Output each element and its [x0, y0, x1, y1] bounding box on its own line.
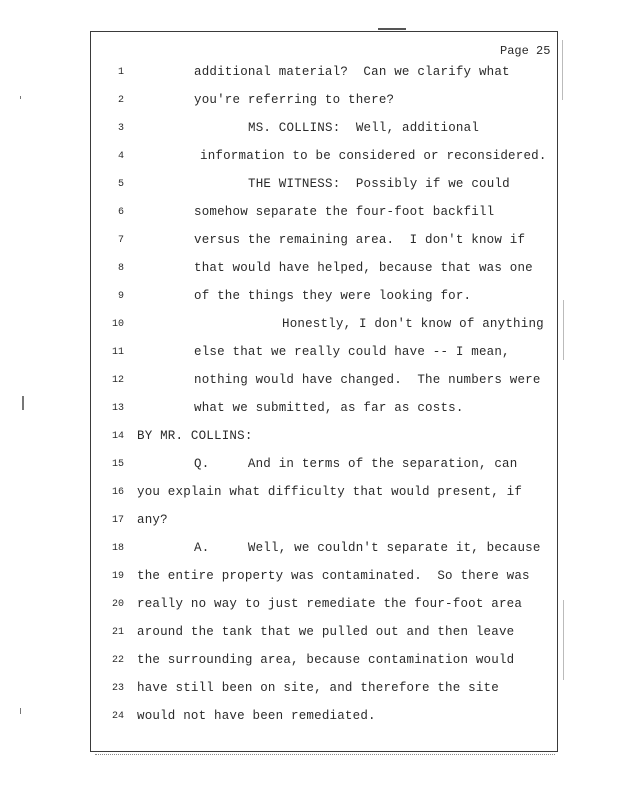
page-number: Page 25 — [500, 44, 551, 58]
line-number: 18 — [111, 543, 124, 554]
transcript-line: any? — [137, 513, 168, 527]
scan-speck — [562, 40, 563, 100]
transcript-line: information to be considered or reconsidered. — [200, 149, 547, 163]
line-number: 5 — [117, 179, 124, 190]
line-number: 10 — [111, 319, 124, 330]
transcript-line: you explain what difficulty that would present, if — [137, 485, 523, 499]
transcript-line: really no way to just remediate the four-foot area — [137, 597, 523, 611]
transcript-line: that would have helped, because that was one — [194, 261, 533, 275]
line-number: 19 — [111, 571, 124, 582]
transcript-line: you're referring to there? — [194, 93, 395, 107]
transcript-line: else that we really could have -- I mean, — [194, 345, 510, 359]
line-number: 14 — [111, 431, 124, 442]
line-number: 7 — [117, 235, 124, 246]
transcript-line: THE WITNESS: Possibly if we could — [248, 177, 510, 191]
transcript-line: BY MR. COLLINS: — [137, 429, 253, 443]
transcript-line: versus the remaining area. I don't know if — [194, 233, 526, 247]
line-number: 12 — [111, 375, 124, 386]
transcript-page — [90, 31, 558, 752]
transcript-line: the entire property was contaminated. So there was — [137, 569, 530, 583]
transcript-line: of the things they were looking for. — [194, 289, 472, 303]
scan-edge-noise — [95, 754, 555, 756]
line-number: 11 — [111, 347, 124, 358]
transcript-line: what we submitted, as far as costs. — [194, 401, 464, 415]
scan-speck — [563, 600, 564, 680]
line-number: 22 — [111, 655, 124, 666]
line-number: 8 — [117, 263, 124, 274]
line-number: 21 — [111, 627, 124, 638]
transcript-line: the surrounding area, because contamination would — [137, 653, 515, 667]
transcript-line: somehow separate the four-foot backfill — [194, 205, 495, 219]
line-number: 13 — [111, 403, 124, 414]
line-number: 9 — [117, 291, 124, 302]
line-number: 17 — [111, 515, 124, 526]
transcript-line: Honestly, I don't know of anything — [282, 317, 544, 331]
line-number: 2 — [117, 95, 124, 106]
line-number: 3 — [117, 123, 124, 134]
line-number: 4 — [117, 151, 124, 162]
line-number: 15 — [111, 459, 124, 470]
transcript-line: would not have been remediated. — [137, 709, 376, 723]
scan-speck — [20, 96, 21, 99]
transcript-line: nothing would have changed. The numbers were — [194, 373, 541, 387]
scan-speck — [20, 708, 21, 714]
line-number: 20 — [111, 599, 124, 610]
transcript-line: A. Well, we couldn't separate it, because — [194, 541, 541, 555]
transcript-line: MS. COLLINS: Well, additional — [248, 121, 480, 135]
transcript-line: have still been on site, and therefore the site — [137, 681, 499, 695]
line-number: 23 — [111, 683, 124, 694]
transcript-line: around the tank that we pulled out and then leave — [137, 625, 515, 639]
line-number: 1 — [117, 67, 124, 78]
scan-speck — [563, 300, 564, 360]
transcript-line: additional material? Can we clarify what — [194, 65, 510, 79]
line-number: 6 — [117, 207, 124, 218]
scan-speck — [22, 396, 24, 410]
line-number: 16 — [111, 487, 124, 498]
line-number: 24 — [111, 711, 124, 722]
page-edge-mark — [378, 28, 406, 30]
transcript-line: Q. And in terms of the separation, can — [194, 457, 518, 471]
